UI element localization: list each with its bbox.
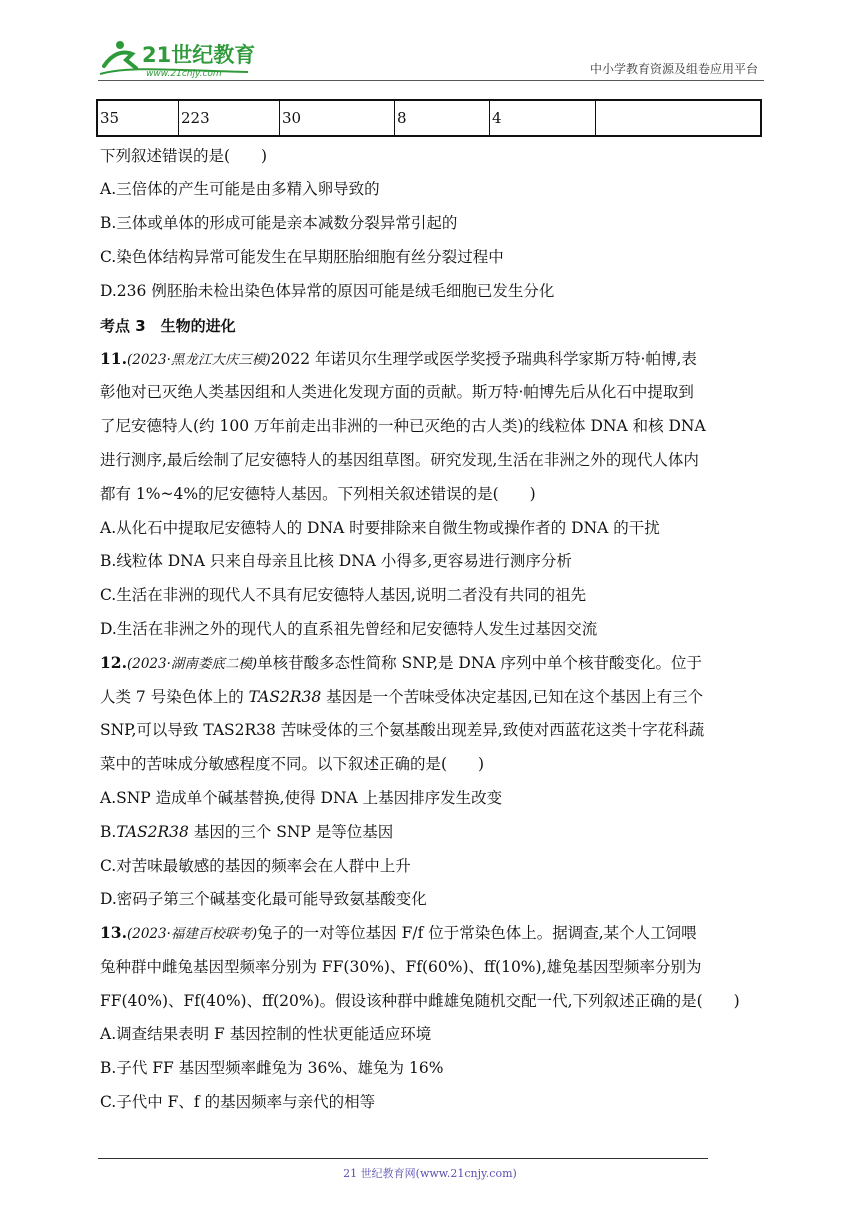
question-text: 人类 7 号染色体上的 TAS2R38 基因是一个苦味受体决定基因,已知在这个基因上有三个 [100,688,704,706]
option-c: C.生活在非洲的现代人不具有尼安德特人基因,说明二者没有共同的祖先 [100,586,587,604]
footer-text: 21 世纪教育网(www.21cnjy.com) [343,1167,517,1180]
gene-name: TAS2R38 [248,688,322,706]
question-text: 2022 年诺贝尔生理学或医学奖授予瑞典科学家斯万特·帕博,表 [270,350,697,368]
question-number: 13 [100,923,122,942]
table-cell: 30 [280,100,395,136]
option-a: A.调查结果表明 F 基因控制的性状更能适应环境 [100,1025,432,1043]
option-c: C.染色体结构异常可能发生在早期胚胎细胞有丝分裂过程中 [100,248,504,266]
question-text: SNP,可以导致 TAS2R38 苦味受体的三个氨基酸出现差异,致使对西蓝花这类十字花科蔬 [100,721,705,739]
gene-name: TAS2R38 [116,823,189,841]
question-text: 单核苷酸多态性简称 SNP,是 DNA 序列中单个核苷酸变化。位于 [257,654,703,672]
footer-divider [98,1158,708,1159]
question-12: 12.(2023·湖南娄底二模)单核苷酸多态性简称 SNP,是 DNA 序列中单个核苷酸变化。位于 [100,653,703,672]
option-a: A.从化石中提取尼安德特人的 DNA 时要排除来自微生物或操作者的 DNA 的干扰 [100,519,660,537]
option-d: D.生活在非洲之外的现代人的直系祖先曾经和尼安德特人发生过基因交流 [100,620,598,638]
site-logo [98,36,268,80]
option-a: A.三倍体的产生可能是由多精入卵导致的 [100,180,380,198]
question-text: 都有 1%~4%的尼安德特人基因。下列相关叙述错误的是( ) [100,485,536,503]
table-cell: 35 [97,100,179,136]
question-prompt: 下列叙述错误的是( ) [100,147,268,165]
option-b: B.三体或单体的形成可能是亲本减数分裂异常引起的 [100,214,458,232]
question-text: 兔种群中雌兔基因型频率分别为 FF(30%)、Ff(60%)、ff(10%),雄兔基因型频率分别为 [100,958,702,976]
question-13: 13.(2023·福建百校联考)兔子的一对等位基因 F/f 位于常染色体上。据调查,某个人工饲喂 [100,923,697,942]
table-row [97,100,761,136]
option-d: D.密码子第三个碱基变化最可能导致氨基酸变化 [100,890,427,908]
question-text: FF(40%)、Ff(40%)、ff(20%)。假设该种群中雌雄兔随机交配一代,下列叙述正确的是( ) [100,992,740,1010]
question-11: 11.(2023·黑龙江大庆三模)2022 年诺贝尔生理学或医学奖授予瑞典科学家斯万特·帕博,表 [100,349,697,368]
logo-url: www.21cnjy.com [146,69,222,79]
question-text: 兔子的一对等位基因 F/f 位于常染色体上。据调查,某个人工饲喂 [257,924,697,942]
table-cell: 8 [395,100,490,136]
logo-text: 21世纪教育 [142,43,256,67]
option-d: D.236 例胚胎未检出染色体异常的原因可能是绒毛细胞已发生分化 [100,282,555,300]
option-b: B.TAS2R38 基因的三个 SNP 是等位基因 [100,823,394,841]
section-heading: 考点 3 生物的进化 [100,317,236,335]
option-a: A.SNP 造成单个碱基替换,使得 DNA 上基因排序发生改变 [100,789,503,807]
option-c: C.子代中 F、f 的基因频率与亲代的相等 [100,1093,376,1111]
header-divider [98,80,764,81]
question-text: 彰他对已灭绝人类基因组和人类进化发现方面的贡献。斯万特·帕博先后从化石中提取到 [100,383,694,401]
question-number: 11 [100,349,122,368]
option-b: B.子代 FF 基因型频率雌兔为 36%、雄兔为 16% [100,1059,444,1077]
question-text: 进行测序,最后绘制了尼安德特人的基因组草图。研究发现,生活在非洲之外的现代人体内 [100,451,699,469]
question-number: 12 [100,653,122,672]
option-b: B.线粒体 DNA 只来自母亲且比核 DNA 小得多,更容易进行测序分析 [100,552,572,570]
question-text: 菜中的苦味成分敏感程度不同。以下叙述正确的是( ) [100,755,485,773]
question-source: (2023·黑龙江大庆三模) [126,352,271,368]
option-c: C.对苦味最敏感的基因的频率会在人群中上升 [100,857,411,875]
question-source: (2023·湖南娄底二模) [126,656,258,672]
question-text: 了尼安德特人(约 100 万年前走出非洲的一种已灭绝的古人类)的线粒体 DNA 和核 DNA [100,417,706,435]
table-cell [596,100,762,136]
question-source: (2023·福建百校联考) [126,926,258,942]
table-cell: 4 [490,100,596,136]
page-header [98,36,764,80]
data-table [96,99,762,137]
platform-name: 中小学教育资源及组卷应用平台 [589,62,758,76]
table-cell: 223 [179,100,280,136]
